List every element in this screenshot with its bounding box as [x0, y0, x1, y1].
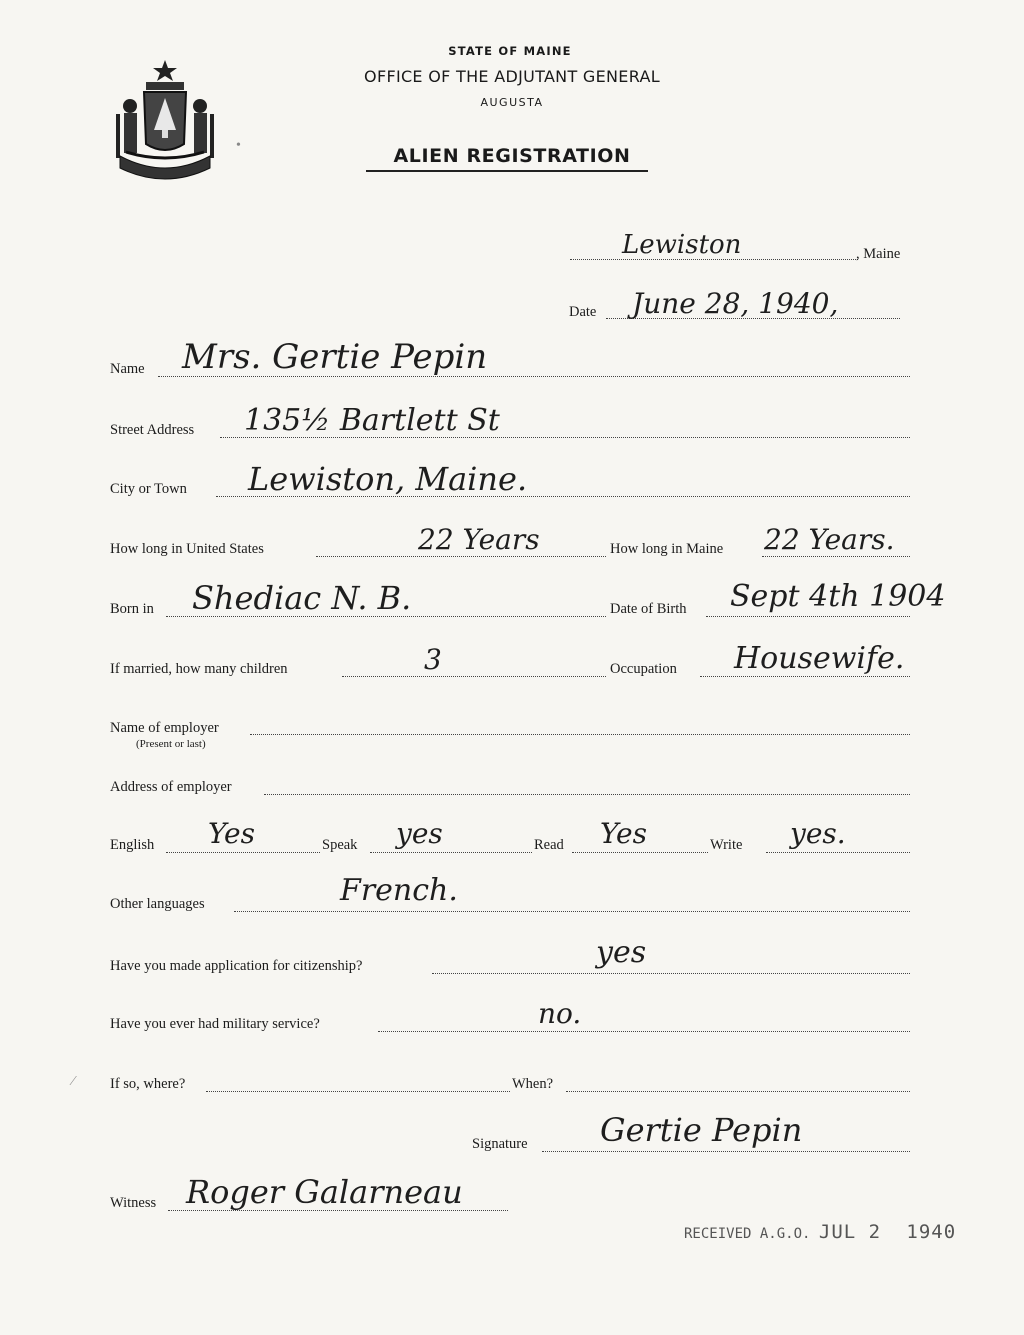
signature-line: [542, 1151, 910, 1152]
signature-value: Gertie Pepin: [600, 1111, 803, 1149]
read-label: Read: [534, 837, 564, 853]
name-value: Mrs. Gertie Pepin: [182, 337, 488, 377]
witness-value: Roger Galarneau: [186, 1173, 463, 1211]
years-us-value: 22 Years: [418, 523, 540, 556]
employer-label: Name of employer: [110, 720, 219, 736]
english-label: English: [110, 837, 155, 853]
english-value: Yes: [208, 817, 255, 850]
years-maine-line: [762, 556, 910, 557]
other-languages-label: Other languages: [110, 896, 205, 912]
children-value: 3: [424, 643, 442, 676]
street-label: Street Address: [110, 422, 195, 438]
children-line: [342, 676, 606, 677]
other-languages-value: French.: [340, 873, 458, 908]
citizenship-line: [432, 973, 910, 974]
city-value: Lewiston, Maine.: [248, 460, 528, 498]
street-value: 135½ Bartlett St: [244, 403, 500, 438]
title-underline: [366, 170, 648, 172]
place-value: Lewiston: [622, 230, 742, 260]
when-line: [566, 1091, 910, 1092]
born-label: Born in: [110, 601, 154, 617]
stamp-year: 1940: [906, 1221, 957, 1243]
years-us-line: [316, 556, 606, 557]
received-stamp: [684, 1221, 956, 1243]
military-value: no.: [538, 997, 582, 1030]
military-line: [378, 1031, 910, 1032]
citizenship-value: yes: [596, 935, 647, 970]
write-line: [766, 852, 910, 853]
children-label: If married, how many children: [110, 661, 288, 677]
date-value: June 28, 1940,: [632, 287, 839, 320]
write-value: yes.: [790, 817, 846, 850]
pencil-tick-icon: ⁄: [72, 1074, 75, 1089]
form-title: ALIEN REGISTRATION: [393, 145, 631, 167]
header-city: AUGUSTA: [480, 96, 544, 109]
military-label: Have you ever had military service?: [110, 1016, 320, 1032]
employer-line: [250, 734, 910, 735]
speak-value: yes: [396, 817, 443, 850]
city-label: City or Town: [110, 481, 187, 497]
employer-address-line: [264, 794, 910, 795]
where-label: If so, where?: [110, 1076, 186, 1092]
read-value: Yes: [600, 817, 647, 850]
occupation-value: Housewife.: [734, 641, 905, 676]
header-state: STATE OF MAINE: [448, 44, 572, 58]
signature-label: Signature: [472, 1136, 528, 1152]
english-line: [166, 852, 320, 853]
header-office: OFFICE OF THE ADJUTANT GENERAL: [364, 67, 660, 86]
stamp-date: JUL 2: [818, 1221, 882, 1243]
where-line: [206, 1091, 510, 1092]
years-maine-label: How long in Maine: [610, 541, 724, 557]
ink-mark-icon: •: [236, 138, 241, 153]
dob-label: Date of Birth: [610, 601, 687, 617]
years-us-label: How long in United States: [110, 541, 264, 557]
citizenship-label: Have you made application for citizenship?: [110, 958, 363, 974]
dob-value: Sept 4th 1904: [730, 579, 946, 614]
occupation-label: Occupation: [610, 661, 677, 677]
occupation-line: [700, 676, 910, 677]
other-languages-line: [234, 911, 910, 912]
witness-label: Witness: [110, 1195, 157, 1211]
place-suffix: , Maine: [856, 246, 901, 262]
dob-line: [706, 616, 910, 617]
born-value: Shediac N. B.: [192, 579, 412, 617]
employer-sublabel: (Present or last): [136, 738, 206, 750]
stamp-received: RECEIVED A.G.O.: [684, 1226, 811, 1242]
when-label: When?: [512, 1076, 554, 1092]
employer-address-label: Address of employer: [110, 779, 232, 795]
date-label: Date: [569, 304, 597, 320]
years-maine-value: 22 Years.: [764, 523, 895, 556]
speak-line: [370, 852, 532, 853]
speak-label: Speak: [322, 837, 358, 853]
write-label: Write: [710, 837, 743, 853]
name-label: Name: [110, 361, 145, 377]
read-line: [572, 852, 708, 853]
